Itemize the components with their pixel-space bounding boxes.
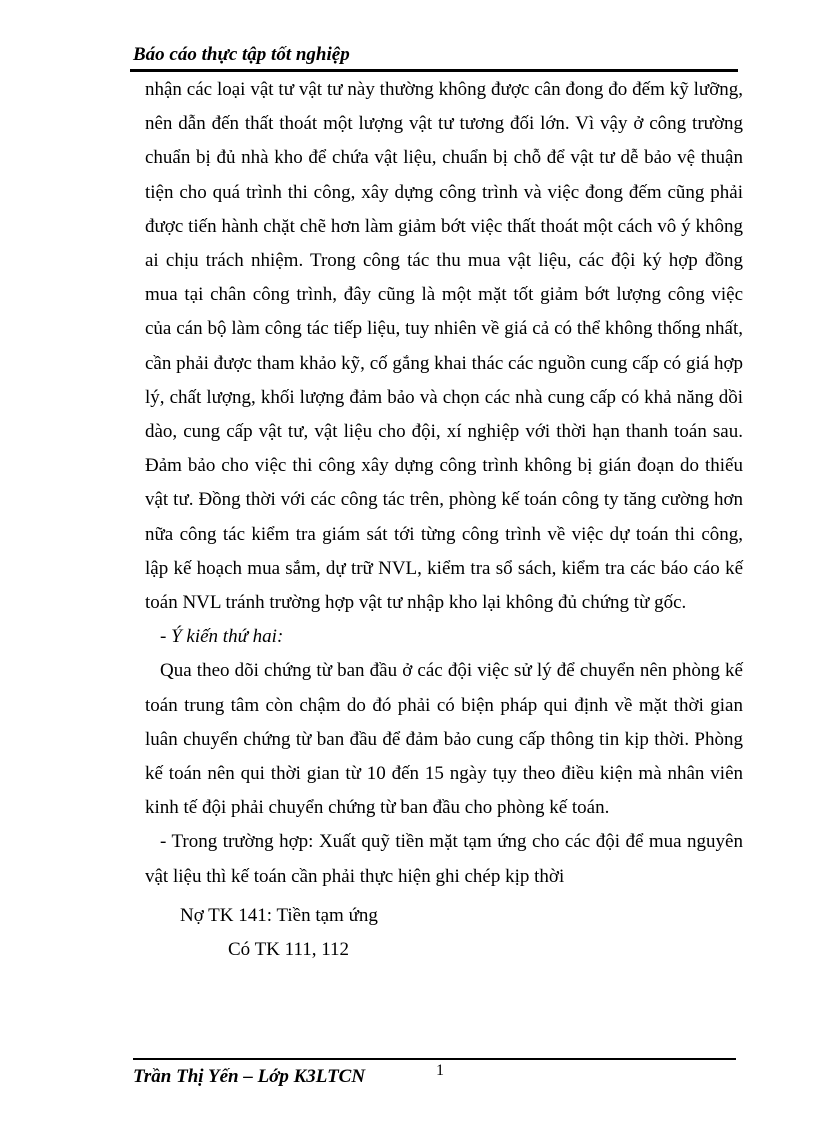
page-number: 1 bbox=[436, 1062, 444, 1079]
page-header-title: Báo cáo thực tập tốt nghiệp bbox=[133, 44, 350, 65]
footer-divider bbox=[133, 1058, 736, 1060]
body-paragraph-1: nhận các loại vật tư vật tư này thường không được cân đong đo đếm kỹ lưỡng, nên dẫn đến thất thoát một lượng vật tư tương đối lớn. Vì vậy ở công trường chuẩn bị đủ nhà kho để chứa vật liệu, chuẩn bị chỗ để vật tư dễ bảo vệ thuận tiện cho quá trình thi công, xây dựng công trình và việc đong đếm cũng phải được tiến hành chặt chẽ hơn làm giảm bớt việc thất thoát một cách vô ý không ai chịu trách nhiệm. Trong công tác thu mua vật liệu, các đội ký hợp đồng mua tại chân công trình, đây cũng là một mặt tốt giảm bớt lượng công việc của cán bộ làm công tác tiếp liệu, tuy nhiên về giá cả có thể không thống nhất, cần phải được tham khảo kỹ, cố gắng khai thác các nguồn cung cấp có giá hợp lý, chất lượng, khối lượng đảm bảo và chọn các nhà cung cấp có khả năng dồi dào, cung cấp vật tư, vật liệu cho đội, xí nghiệp với thời hạn thanh toán sau. Đảm bảo cho việc thi công xây dựng công trình không bị gián đoạn do thiếu vật tư. Đồng thời với các công tác trên, phòng kế toán công ty tăng cường hơn nữa công tác kiểm tra giám sát tới từng công trình về việc dự toán thi công, lập kế hoạch mua sắm, dự trữ NVL, kiểm tra sổ sách, kiểm tra các báo cáo kế toán NVL tránh trường hợp vật tư nhập kho lại không đủ chứng từ gốc. bbox=[145, 79, 743, 614]
header-divider bbox=[130, 69, 738, 72]
body-paragraph-3: - Trong trường hợp: Xuất quỹ tiền mặt tạm ứng cho các đội để mua nguyên vật liệu thì kế toán cần phải thực hiện ghi chép kịp thời bbox=[145, 831, 743, 887]
journal-entry-debit: Nợ TK 141: Tiền tạm ứng bbox=[180, 904, 378, 926]
journal-entry-credit: Có TK 111, 112 bbox=[228, 939, 350, 961]
footer-author: Trần Thị Yến – Lớp K3LTCN bbox=[133, 1066, 366, 1087]
document-body bbox=[145, 73, 743, 967]
body-paragraph-2: Qua theo dõi chứng từ ban đầu ở các đội việc sử lý để chuyển nên phòng kế toán trung tâm còn chậm do đó phải có biện pháp qui định về mặt thời gian luân chuyển chứng từ ban đầu để đảm bảo cung cấp thông tin kịp thời. Phòng kế toán nên qui thời gian từ 10 đến 15 ngày tụy theo điều kiện mà nhân viên kinh tế đội phải chuyển chứng từ ban đầu cho phòng kế toán. bbox=[145, 660, 743, 819]
section-heading-second-opinion: - Ý kiến thứ hai: bbox=[160, 626, 284, 648]
